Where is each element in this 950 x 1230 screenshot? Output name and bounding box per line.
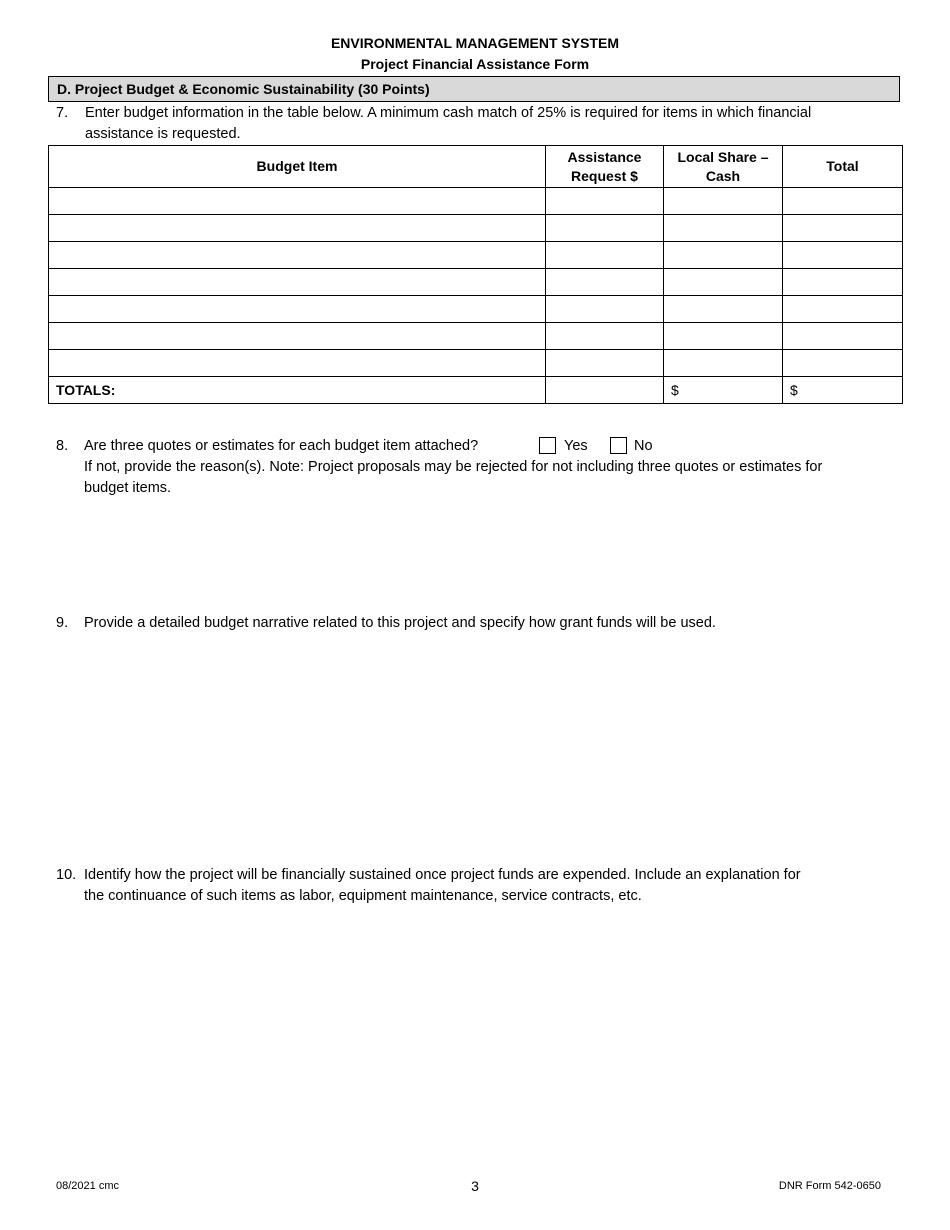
budget-item-cell[interactable]: [49, 269, 546, 296]
column-header-assistance-request: [546, 146, 664, 188]
question-9: [56, 613, 916, 635]
assistance-request-cell[interactable]: [546, 215, 664, 242]
footer-form-number: DNR Form 542-0650: [778, 1180, 881, 1192]
totals-total-cell[interactable]: $: [783, 377, 903, 404]
question-9-answer-area[interactable]: [84, 640, 900, 860]
table-row: [49, 242, 903, 269]
question-10: [56, 865, 916, 909]
budget-item-cell[interactable]: [49, 350, 546, 377]
table-row: [49, 323, 903, 350]
table-row: [49, 269, 903, 296]
table-row: [49, 350, 903, 377]
column-header-assistance-line-2: Request $: [571, 167, 638, 184]
assistance-request-cell[interactable]: [546, 269, 664, 296]
column-header-total: Total: [783, 146, 903, 188]
total-cell[interactable]: [783, 215, 903, 242]
question-7-line-1: Enter budget information in the table below. A minimum cash match of 25% is required for items in which financial: [85, 105, 812, 121]
totals-label: TOTALS:: [49, 377, 546, 404]
local-share-cell[interactable]: [664, 269, 783, 296]
table-row: [49, 296, 903, 323]
local-share-cell[interactable]: [664, 215, 783, 242]
column-header-local-share: [664, 146, 783, 188]
question-8-text: Are three quotes or estimates for each budget item attached?: [84, 438, 479, 454]
no-label: No: [634, 438, 653, 454]
budget-item-cell[interactable]: [49, 296, 546, 323]
question-8-answer-area[interactable]: [84, 504, 900, 600]
question-number: 10.: [56, 867, 77, 883]
column-header-budget-item: Budget Item: [49, 146, 546, 188]
question-8-line-2: If not, provide the reason(s). Note: Project proposals may be rejected for not including three quotes or estimates for: [84, 459, 823, 475]
local-share-cell[interactable]: [664, 296, 783, 323]
local-share-cell[interactable]: [664, 242, 783, 269]
assistance-request-cell[interactable]: [546, 323, 664, 350]
form-title: ENVIRONMENTAL MANAGEMENT SYSTEM: [330, 35, 620, 51]
total-cell[interactable]: [783, 323, 903, 350]
budget-item-cell[interactable]: [49, 215, 546, 242]
assistance-request-cell[interactable]: [546, 296, 664, 323]
form-subtitle: Project Financial Assistance Form: [360, 56, 590, 72]
question-9-text: Provide a detailed budget narrative related to this project and specify how grant funds will be used.: [84, 615, 716, 631]
assistance-request-cell[interactable]: [546, 350, 664, 377]
total-cell[interactable]: [783, 188, 903, 215]
table-row: [49, 188, 903, 215]
budget-item-cell[interactable]: [49, 242, 546, 269]
yes-label: Yes: [564, 438, 588, 454]
page-number: 3: [471, 1178, 479, 1194]
yes-checkbox[interactable]: [539, 437, 556, 458]
column-header-local-line-1: Local Share –: [677, 148, 769, 165]
question-10-line-2: the continuance of such items as labor, equipment maintenance, service contracts, etc.: [84, 888, 642, 904]
footer-revision: 08/2021 cmc: [56, 1180, 119, 1192]
question-7: [56, 103, 916, 147]
total-cell[interactable]: [783, 296, 903, 323]
assistance-request-cell[interactable]: [546, 188, 664, 215]
checkbox-icon: [610, 437, 627, 454]
question-10-line-1: Identify how the project will be financially sustained once project funds are expended. Include an explanation for: [84, 867, 801, 883]
local-share-cell[interactable]: [664, 350, 783, 377]
total-cell[interactable]: [783, 350, 903, 377]
question-number: 8.: [56, 438, 69, 454]
totals-assistance-cell[interactable]: [546, 377, 664, 404]
question-8-line-3: budget items.: [84, 480, 172, 496]
table-header-row: [49, 146, 903, 188]
local-share-cell[interactable]: [664, 188, 783, 215]
budget-table: [48, 145, 903, 404]
section-heading: D. Project Budget & Economic Sustainability (30 Points): [48, 76, 900, 102]
no-checkbox[interactable]: [610, 437, 627, 458]
assistance-request-cell[interactable]: [546, 242, 664, 269]
question-10-answer-area[interactable]: [84, 912, 900, 1162]
table-row: [49, 215, 903, 242]
total-cell[interactable]: [783, 269, 903, 296]
checkbox-icon: [539, 437, 556, 454]
budget-item-cell[interactable]: [49, 323, 546, 350]
column-header-assistance-line-1: Assistance: [567, 148, 642, 165]
question-8: [56, 436, 916, 502]
question-number: 9.: [56, 615, 69, 631]
local-share-cell[interactable]: [664, 323, 783, 350]
total-cell[interactable]: [783, 242, 903, 269]
totals-row: [49, 377, 903, 404]
question-number: 7.: [56, 105, 69, 121]
column-header-local-line-2: Cash: [705, 167, 741, 184]
question-7-line-2: assistance is requested.: [85, 126, 241, 142]
totals-local-share-cell[interactable]: $: [664, 377, 783, 404]
budget-item-cell[interactable]: [49, 188, 546, 215]
